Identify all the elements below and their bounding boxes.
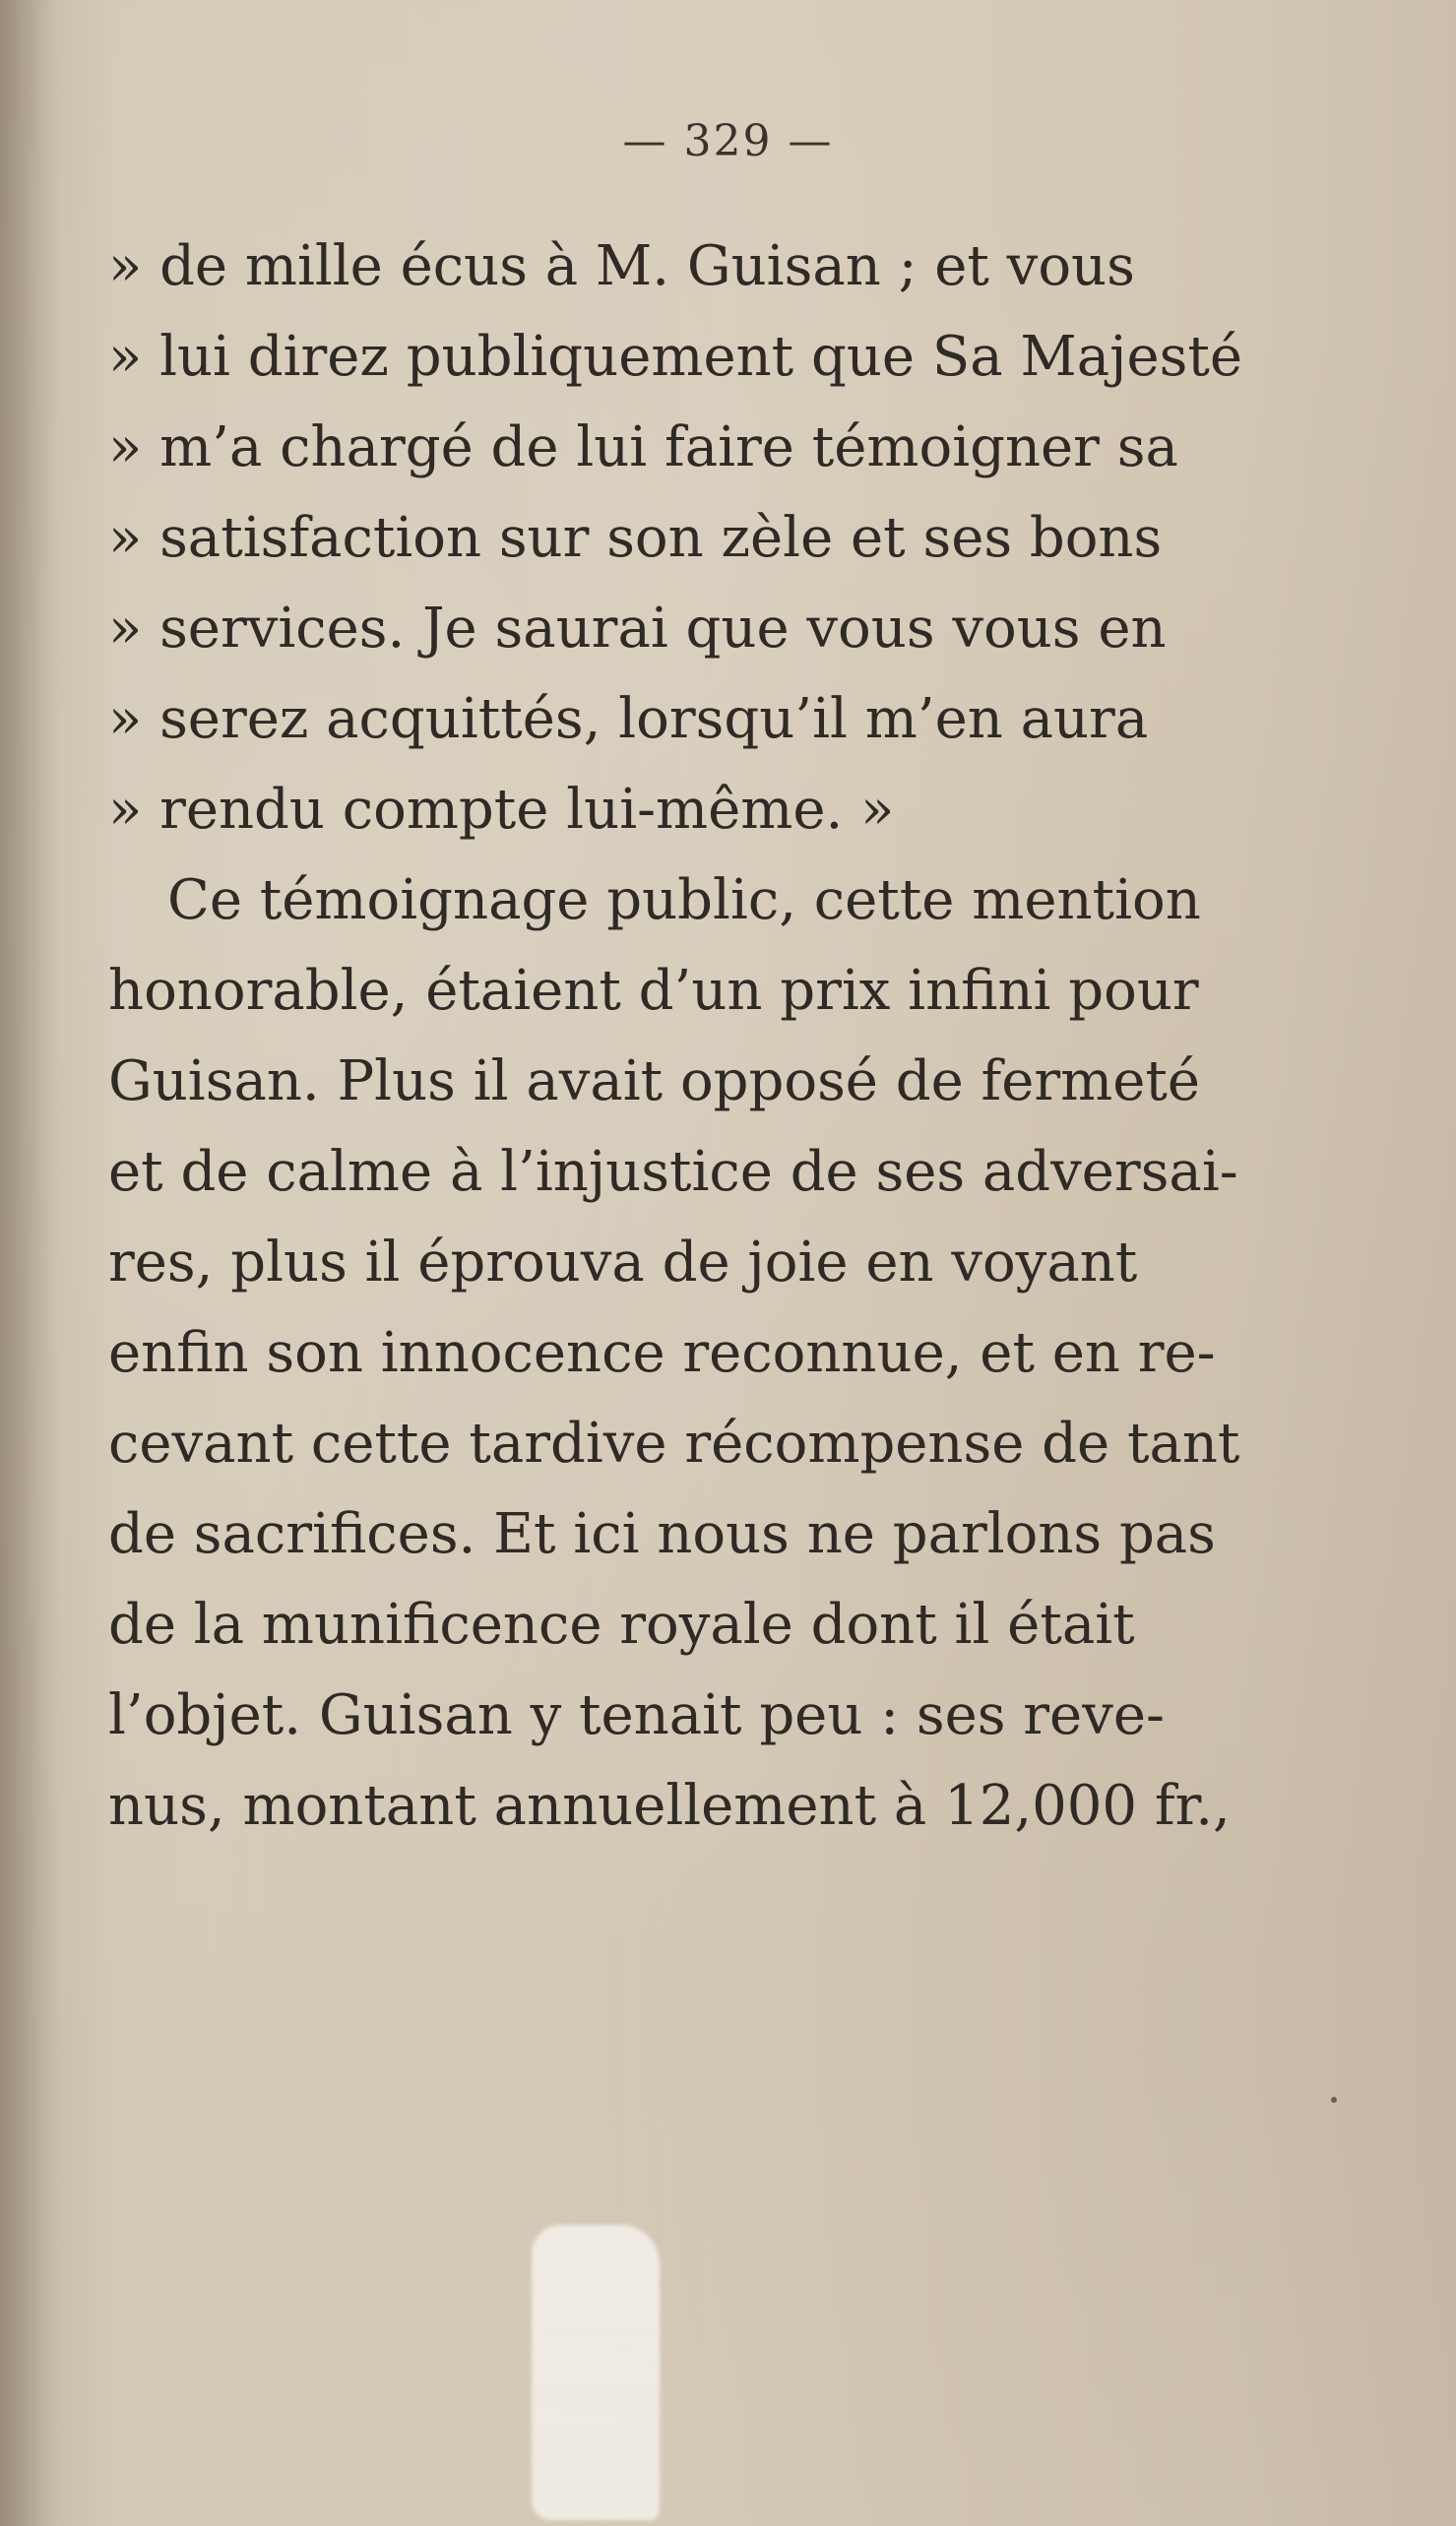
page-edge-shadow: [0, 0, 59, 2526]
text-line: » rendu compte lui-même. »: [108, 778, 895, 842]
text-line: cevant cette tardive récompense de tant: [108, 1412, 1240, 1476]
text-line: l’objet. Guisan y tenait peu : ses reve-: [108, 1683, 1165, 1747]
text-line: » lui direz publiquement que Sa Majesté: [108, 325, 1242, 389]
text-line: » services. Je saurai que vous vous en: [108, 597, 1167, 661]
text-line: honorable, étaient d’un prix infini pour: [108, 959, 1199, 1023]
body-text: [108, 221, 1242, 1852]
text-line: » de mille écus à M. Guisan ; et vous: [108, 234, 1135, 298]
text-line: et de calme à l’injustice de ses adversai-: [108, 1140, 1238, 1204]
text-line: » satisfaction sur son zèle et ses bons: [108, 506, 1163, 570]
text-line: de sacrifices. Et ici nous ne parlons pas: [108, 1502, 1216, 1566]
paper-stain: [532, 2225, 660, 2520]
paragraph-first-line: Ce témoignage public, cette mention: [167, 868, 1201, 932]
text-line: nus, montant annuellement à 12,000 fr.,: [108, 1774, 1231, 1838]
page-number: — 329 —: [622, 116, 834, 166]
text-line: Guisan. Plus il avait opposé de fermeté: [108, 1049, 1201, 1113]
text-line: enfin son innocence reconnue, et en re-: [108, 1321, 1216, 1385]
text-line: de la munificence royale dont il était: [108, 1593, 1135, 1657]
ink-speck: [1331, 2097, 1337, 2103]
text-line: res, plus il éprouva de joie en voyant: [108, 1231, 1138, 1295]
text-line: » serez acquittés, lorsqu’il m’en aura: [108, 687, 1149, 751]
text-line: » m’a chargé de lui faire témoigner sa: [108, 415, 1178, 479]
